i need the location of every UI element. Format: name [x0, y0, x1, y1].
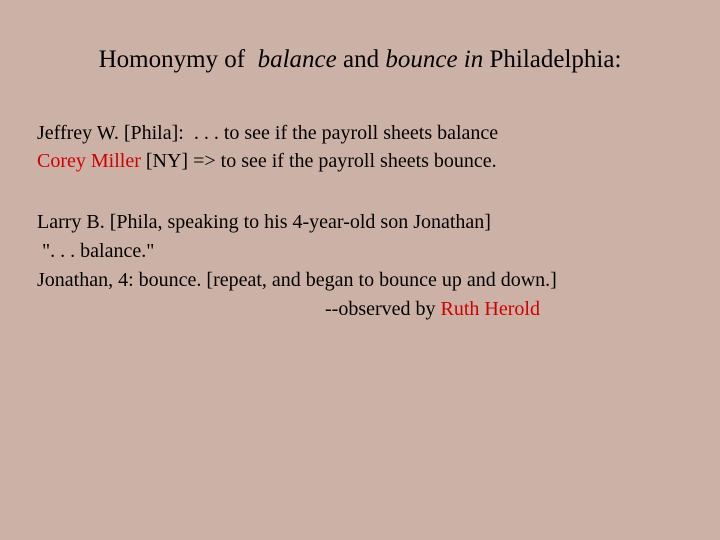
attribution-line [325, 296, 540, 322]
example-line-corey [37, 148, 497, 174]
example-line-balance-quote: ". . . balance." [37, 240, 155, 262]
title-text-homonymy: Homonymy of [98, 46, 258, 73]
example-line-jonathan: Jonathan, 4: bounce. [repeat, and began to bounce up and down.] [37, 269, 557, 291]
example-line-jeffrey: Jeffrey W. [Phila]: . . . to see if the payroll sheets balance [37, 122, 499, 144]
example-line-larry: Larry B. [Phila, speaking to his 4-year-old son Jonathan] [37, 211, 491, 233]
example-line-corey-text: [NY] => to see if the payroll sheets bounce. [140, 150, 497, 172]
title-text-philadelphia: Philadelphia: [483, 46, 622, 73]
title-text-and: and [336, 46, 386, 73]
title-word-balance: balance [257, 46, 337, 73]
slide-title [0, 44, 720, 76]
observer-name-ruth-herold: Ruth Herold [440, 298, 540, 320]
title-word-bounce: bounce [385, 46, 458, 73]
speaker-name-corey-miller: Corey Miller [37, 150, 141, 172]
title-word-in: in [457, 46, 484, 73]
attribution-prefix: --observed by [325, 298, 441, 320]
